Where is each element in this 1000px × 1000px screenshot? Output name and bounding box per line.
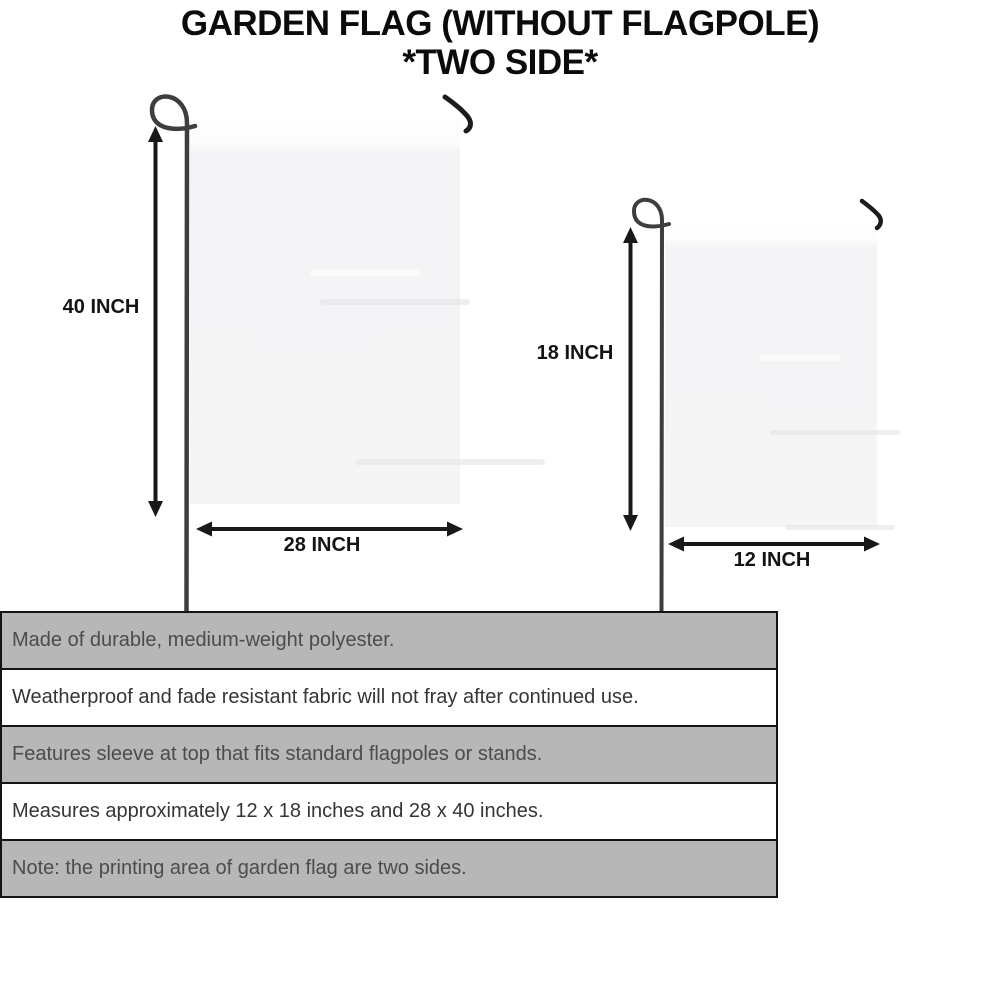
feature-text: Weatherproof and fade resistant fabric will not fray after continued use. — [12, 686, 639, 708]
fabric-sheen — [355, 459, 545, 465]
fabric-sheen — [760, 355, 840, 361]
large-flag-height-arrow — [148, 126, 163, 517]
page-title: GARDEN FLAG (WITHOUT FLAGPOLE) — [180, 4, 820, 43]
arrowhead-down — [148, 501, 163, 517]
pole-with-loop-line — [152, 96, 195, 611]
fabric-sheen — [770, 430, 900, 435]
large-flag-pole — [152, 96, 195, 611]
features-table — [0, 611, 778, 898]
pole-with-loop-line — [634, 200, 669, 611]
small-flag-pole — [634, 200, 669, 611]
large-flag-height-label: 40 INCH — [62, 296, 140, 318]
hook-line — [862, 201, 881, 228]
small-flag-height-label: 18 INCH — [536, 342, 614, 364]
arrowhead-right — [864, 537, 880, 552]
large-flag-width-label: 28 INCH — [283, 534, 361, 556]
large-flag-preview — [190, 121, 460, 504]
arrowhead-right — [447, 522, 463, 537]
arrowhead-down — [623, 515, 638, 531]
arrowhead-left — [668, 537, 684, 552]
arrowhead-up — [623, 227, 638, 243]
arrowhead-up — [148, 126, 163, 142]
feature-row — [2, 670, 776, 727]
feature-row — [2, 727, 776, 784]
feature-text: Measures approximately 12 x 18 inches and 28 x 40 inches. — [12, 800, 544, 822]
small-flag-preview — [665, 225, 877, 527]
feature-text: Features sleeve at top that fits standard flagpoles or stands. — [12, 743, 543, 765]
feature-row — [2, 784, 776, 841]
page-subtitle: *TWO SIDE* — [402, 43, 598, 82]
feature-row — [2, 841, 776, 896]
page-title-block — [0, 4, 1000, 82]
fabric-sheen — [310, 269, 420, 276]
small-flag-width-label: 12 INCH — [733, 549, 811, 571]
feature-row — [2, 613, 776, 670]
small-flag-height-arrow — [623, 227, 638, 531]
arrowhead-left — [196, 522, 212, 537]
fabric-sheen — [785, 525, 895, 530]
feature-text: Note: the printing area of garden flag are two sides. — [12, 857, 467, 879]
small-flag-hanger-hook-icon — [862, 201, 881, 228]
feature-text: Made of durable, medium-weight polyester. — [12, 629, 395, 651]
fabric-sheen — [320, 299, 470, 305]
